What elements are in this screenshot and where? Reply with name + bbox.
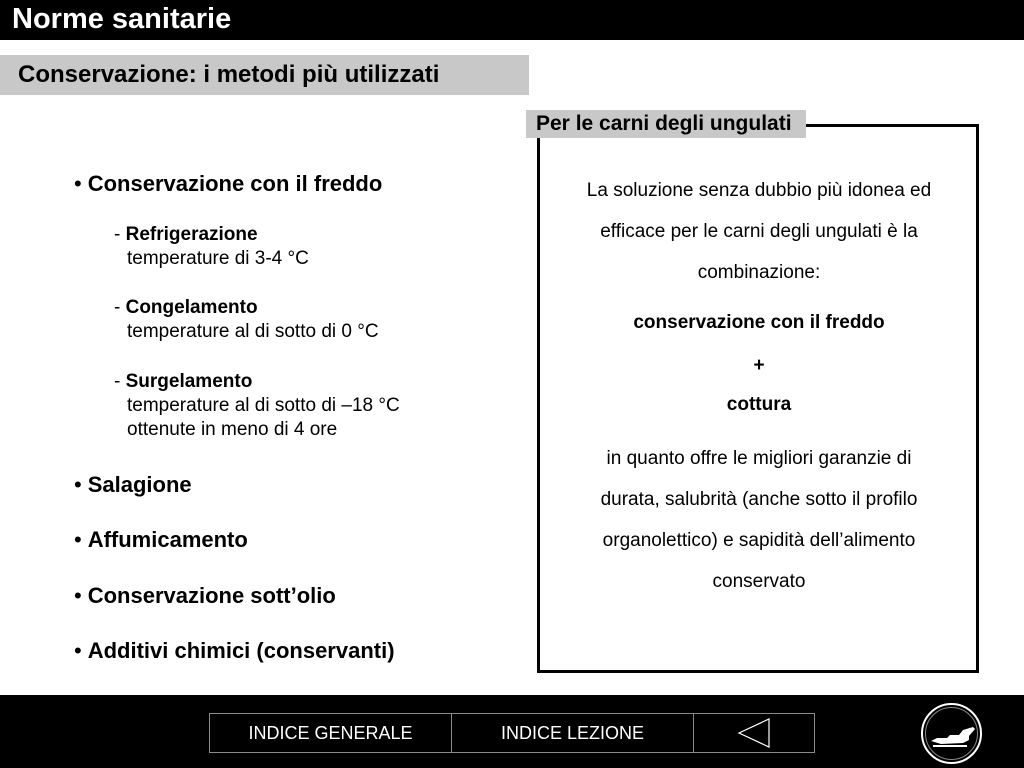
list-item: • Additivi chimici (conservanti) <box>74 638 395 663</box>
sub-item-congelamento: - Congelamento temperature al di sotto di 0 °C <box>114 297 379 342</box>
back-button[interactable] <box>693 713 815 753</box>
info-outro: in quanto offre le migliori garanzie di durata, salubrità (anche sotto il profilo organolettico) e sapidità dell’alimento conservato <box>600 448 918 592</box>
header-bar <box>0 0 1024 40</box>
subtitle-bar <box>0 55 529 95</box>
list-item: • Conservazione sott’olio <box>74 583 336 608</box>
page-title: Norme sanitarie <box>12 3 232 35</box>
list-item: • Salagione <box>74 472 192 497</box>
info-term-freddo: conservazione con il freddo <box>633 312 885 333</box>
info-plus: + <box>753 355 765 376</box>
triangle-left-icon <box>737 717 771 749</box>
helicopter-logo-icon <box>923 705 980 762</box>
info-box-tab: Per le carni degli ungulati <box>526 110 806 138</box>
indice-lezione-button[interactable]: INDICE LEZIONE <box>451 713 694 753</box>
indice-generale-button[interactable]: INDICE GENERALE <box>209 713 452 753</box>
sub-item-refrigerazione: - Refrigerazione temperature di 3-4 °C <box>114 224 309 269</box>
section-subtitle: Conservazione: i metodi più utilizzati <box>18 61 440 88</box>
info-intro: La soluzione senza dubbio più idonea ed efficace per le carni degli ungulati è la combinazione: <box>586 180 932 283</box>
sub-item-surgelamento: - Surgelamento temperature al di sotto di –18 °C ottenute in meno di 4 ore <box>114 371 400 440</box>
info-term-cottura: cottura <box>726 394 792 415</box>
list-item: • Affumicamento <box>74 527 248 552</box>
list-item: • Conservazione con il freddo <box>74 171 383 196</box>
logo-button[interactable] <box>921 703 982 764</box>
